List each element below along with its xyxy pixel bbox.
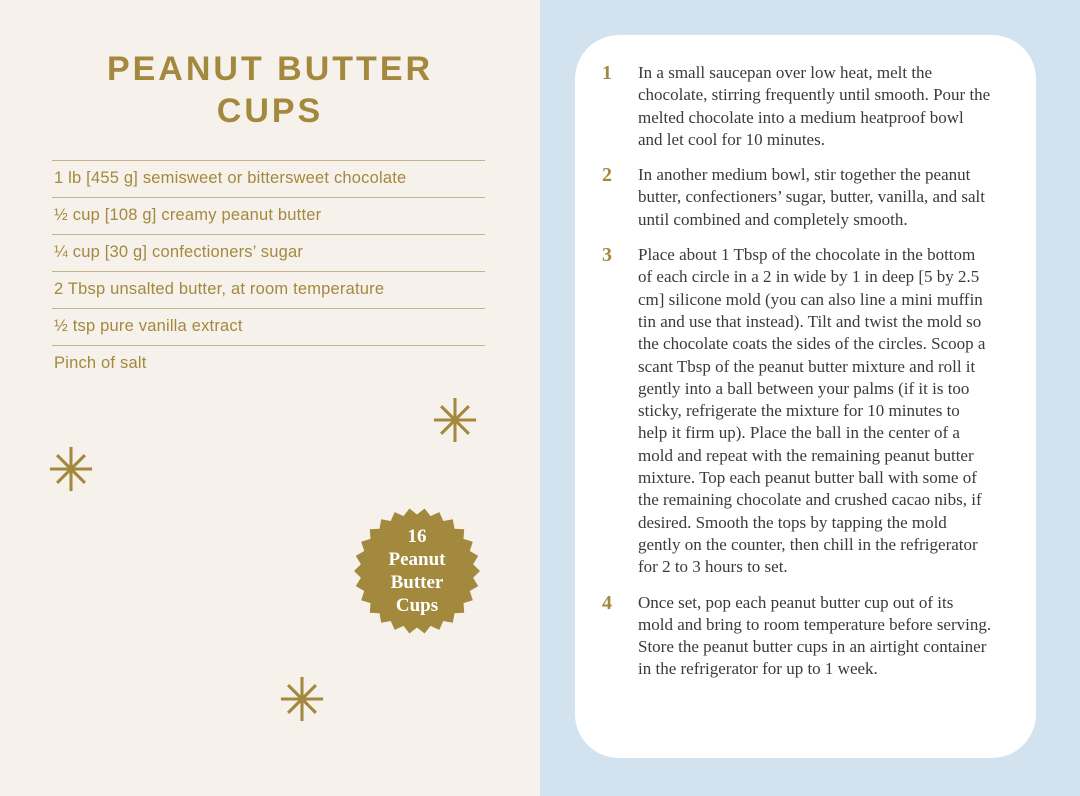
step-number: 3	[602, 244, 612, 267]
step-text: Once set, pop each peanut butter cup out of its mold and bring to room temperature before serving. Store the peanut butter cups in an airtight container in the refrigerator for up to 1 week.	[638, 592, 992, 679]
page-title-line-2: CUPS	[216, 92, 324, 131]
page-title	[0, 48, 540, 132]
yield-label-line: Peanut	[388, 549, 446, 570]
step-item	[602, 164, 992, 231]
yield-label-line: Butter	[390, 572, 444, 593]
step-item	[602, 244, 992, 578]
page-title-line-1: PEANUT BUTTER	[106, 50, 434, 88]
yield-badge	[354, 508, 480, 634]
yield-label-line: Cups	[395, 595, 439, 616]
sparkle-icon	[279, 676, 325, 722]
step-number: 1	[602, 62, 612, 84]
yield-count: 16	[407, 526, 427, 547]
ingredient-item: ¼ cup [30 g] confectioners’ sugar	[52, 234, 485, 271]
step-item	[602, 62, 992, 151]
instructions-page	[540, 0, 1080, 796]
yield-badge-text	[354, 508, 480, 634]
step-text: Place about 1 Tbsp of the chocolate in the bottom of each circle in a 2 in wide by 1 in deep [5 by 2.5 cm] silicone mold (you can also line a mini muffin tin and use that instead). Tilt and twist the mold so the chocolate coats the sides of the circles. Scoop a scant Tbsp of the peanut butter mixture and roll it gently into a ball between your palms (if it is too sticky, refrigerate the mixture for 10 minutes to help it firm up). Place the ball in the center of a mold and repeat with the remaining peanut butter mixture. Top each peanut butter ball with some of the remaining chocolate and crushed cacao nibs, if desired. Smooth the tops by tapping the mold gently on the counter, then chill in the refrigerator for 2 to 3 hours to set.	[638, 245, 986, 577]
ingredient-item: 2 Tbsp unsalted butter, at room temperature	[52, 271, 485, 308]
ingredient-item: Pinch of salt	[52, 345, 485, 382]
step-item	[602, 592, 992, 681]
step-number: 4	[602, 591, 612, 614]
ingredient-item: 1 lb [455 g] semisweet or bittersweet chocolate	[52, 160, 485, 197]
ingredient-item: ½ cup [108 g] creamy peanut butter	[52, 197, 485, 234]
step-number: 2	[602, 164, 612, 187]
ingredient-item: ½ tsp pure vanilla extract	[52, 308, 485, 345]
step-text: In a small saucepan over low heat, melt the chocolate, stirring frequently until smooth. Pour the melted chocolate into a medium heatproof bowl and let cool for 10 minutes.	[638, 63, 991, 149]
sparkle-icon	[48, 446, 94, 492]
steps-panel	[575, 35, 1036, 758]
step-text: In another medium bowl, stir together the peanut butter, confectioners’ sugar, butter, vanilla, and salt until combined and completely smooth.	[638, 165, 985, 229]
ingredients-list	[52, 160, 485, 382]
sparkle-icon	[432, 397, 478, 443]
